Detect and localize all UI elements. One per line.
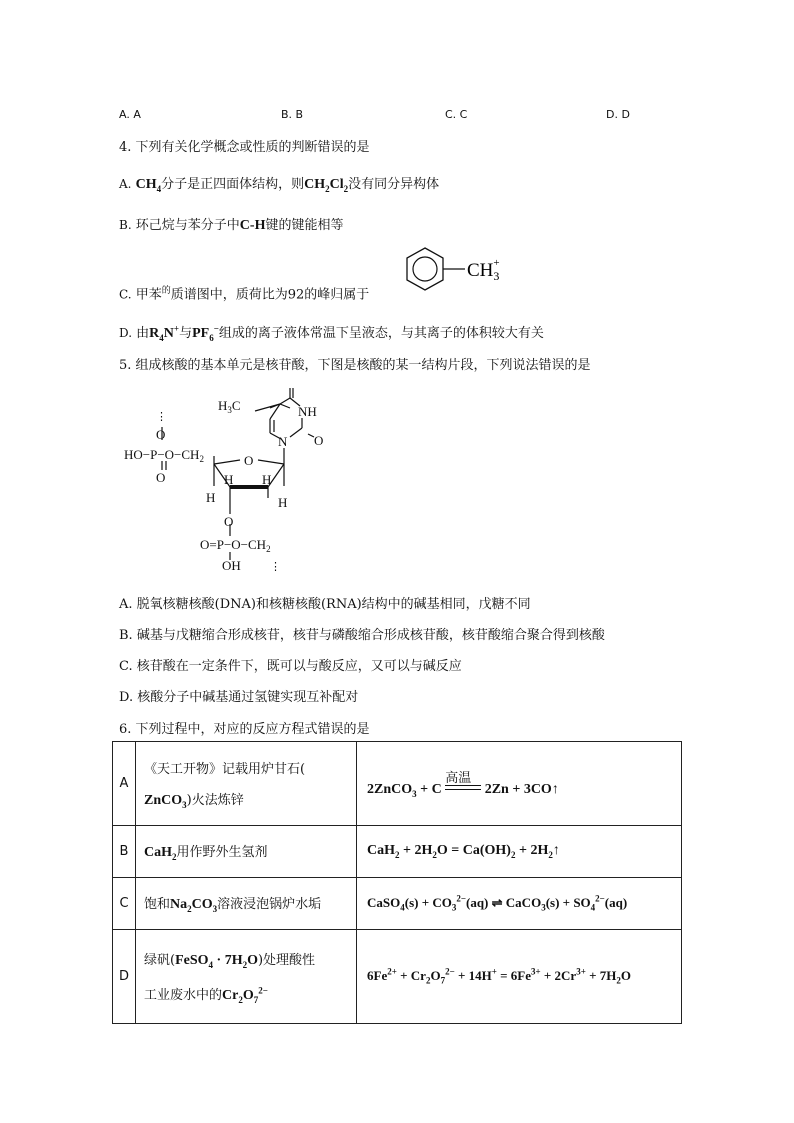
table-row[interactable] [113, 742, 682, 826]
q5-stem: 5. 组成核酸的基本单元是核苷酸，下图是核酸的某一结构片段，下列说法错误的是 [119, 358, 591, 373]
sugar-c1-o [258, 460, 284, 464]
formula-ch2cl2: $CH_2Cl_2$ [304, 177, 349, 194]
nucleotide-structure-diagram [118, 384, 358, 576]
q5-option-d[interactable]: D. 核酸分子中碱基通过氢键实现互补配对 [119, 690, 359, 705]
h-label-1: H [206, 490, 216, 505]
ring-right-bottom [290, 428, 302, 437]
link-o-label: O [224, 514, 234, 529]
q6-table [112, 741, 682, 1024]
row-label: D [113, 930, 136, 1024]
equation-d: $6Fe^{2+} + Cr_2O_7^{2-} + 14H^+ = 6Fe^{3+} + 2Cr^{3+} + 7H_2O$ [367, 967, 632, 986]
keto-o-label: O [314, 433, 324, 448]
h-label-2: H [224, 472, 234, 487]
formula-feso4-7h2o: FeSO$_4$ · $7H_2O$ [175, 952, 258, 970]
h3c-label: $H_3C$ [218, 398, 241, 415]
formula-znco3: ZnCO$_3$ [144, 792, 187, 810]
q4-option-a[interactable]: A. $CH_4$分子是正四面体结构，则$CH_2Cl_2$没有同分异构体 [119, 177, 440, 194]
row-description: 《天工开物》记载用炉甘石( ZnCO$_3$)火法炼锌 [136, 742, 357, 826]
q3-option-b[interactable]: B. B [281, 108, 304, 121]
o-p-o-ch2-label: $O=P-O-CH_2$ [200, 537, 271, 554]
top-o-label: O [156, 427, 166, 442]
row-description: CaH$_2$用作野外生氢剂 [136, 826, 357, 878]
oh-label: OH [222, 558, 241, 573]
q4-option-d[interactable]: D. 由$R_4N^+$与$PF_6^-$组成的离子液体常温下呈液态，与其离子的体积较大有关 [119, 323, 544, 343]
benzene-ring [407, 248, 443, 290]
q3-option-d[interactable]: D. D [606, 108, 630, 121]
ring-o-label: O [244, 453, 254, 468]
dots-top: ⋮ [156, 411, 167, 423]
row-equation [357, 930, 682, 1024]
table-row[interactable] [113, 826, 682, 878]
formula-cah2: CaH$_2$ [144, 845, 177, 862]
row-label: B [113, 826, 136, 878]
formula-r4n: $R_4N^+$ [149, 323, 180, 343]
toluene-cation-structure [395, 244, 520, 296]
h-label-3: H [262, 472, 272, 487]
bottom-o-label: O [156, 470, 166, 485]
n-label: N [278, 434, 288, 449]
formula-na2co3: $Na_2CO_3$ [170, 897, 218, 914]
h-label-4: H [278, 495, 288, 510]
q3-option-c[interactable]: C. C [445, 108, 468, 121]
equilibrium-arrow: ⇌ [491, 895, 503, 911]
row-equation [357, 742, 682, 826]
sugar-o-c4 [214, 460, 240, 464]
q5-option-b[interactable]: B. 碱基与戊糖缩合形成核苷，核苷与磷酸缩合形成核苷酸，核苷酸缩合聚合得到核酸 [119, 628, 605, 643]
formula-ch4: $CH_4$ [135, 177, 162, 194]
q5-option-c[interactable]: C. 核苷酸在一定条件下，既可以与酸反应，又可以与碱反应 [119, 659, 462, 674]
reaction-condition: 高温 [445, 770, 472, 786]
formula-pf6: $PF_6^-$ [192, 323, 219, 343]
row-equation [357, 826, 682, 878]
equation-a: 2ZnCO$_3$ + C 高温 2Zn + 3CO↑ [367, 768, 559, 799]
equation-c: CaSO$_4$(s) + $CO_3^{2-}(aq)$ ⇌ CaCO$_3$(s) + $SO_4^{2-}(aq)$ [367, 894, 628, 913]
nh-label: NH [298, 404, 317, 419]
q3-option-a[interactable]: A. A [119, 108, 141, 121]
bond-c-h: C-H [239, 218, 266, 233]
ring-top [280, 398, 290, 404]
row-label: A [113, 742, 136, 826]
row-label: C [113, 878, 136, 930]
ho-p-o-ch2-label: $HO-P-O-CH_2$ [124, 447, 204, 464]
ch3-cation-label: $CH_3+$ [467, 257, 500, 283]
table-row[interactable] [113, 878, 682, 930]
q4-stem: 4. 下列有关化学概念或性质的判断错误的是 [119, 140, 370, 155]
table-row[interactable] [113, 930, 682, 1024]
row-description: 饱和$Na_2CO_3$溶液浸泡锅炉水垢 [136, 878, 357, 930]
q4-option-c[interactable]: C. 甲苯$^的$质谱图中，质荷比为92的峰归属于 [119, 286, 370, 303]
row-equation [357, 878, 682, 930]
formula-cr2o7: $Cr_2O_7^{2-}$ [222, 984, 268, 1005]
aromatic-circle [413, 257, 437, 281]
equation-b: $CaH_2 + 2H_2O = Ca(OH)_2$ + $2H_2↑$ [367, 843, 560, 860]
q5-option-a[interactable]: A. 脱氧核糖核酸(DNA)和核糖核酸(RNA)结构中的碱基相同，戊糖不同 [119, 597, 531, 612]
q6-stem: 6. 下列过程中，对应的反应方程式错误的是 [119, 722, 370, 737]
dots-bottom: ⋮ [270, 561, 281, 573]
q4-option-b[interactable]: B. 环己烷与苯分子中C-H键的键能相等 [119, 218, 344, 233]
row-description: 绿矾(FeSO$_4$ · $7H_2O$)处理酸性 工业废水中的$Cr_2O_7^{2-}$ [136, 930, 357, 1024]
